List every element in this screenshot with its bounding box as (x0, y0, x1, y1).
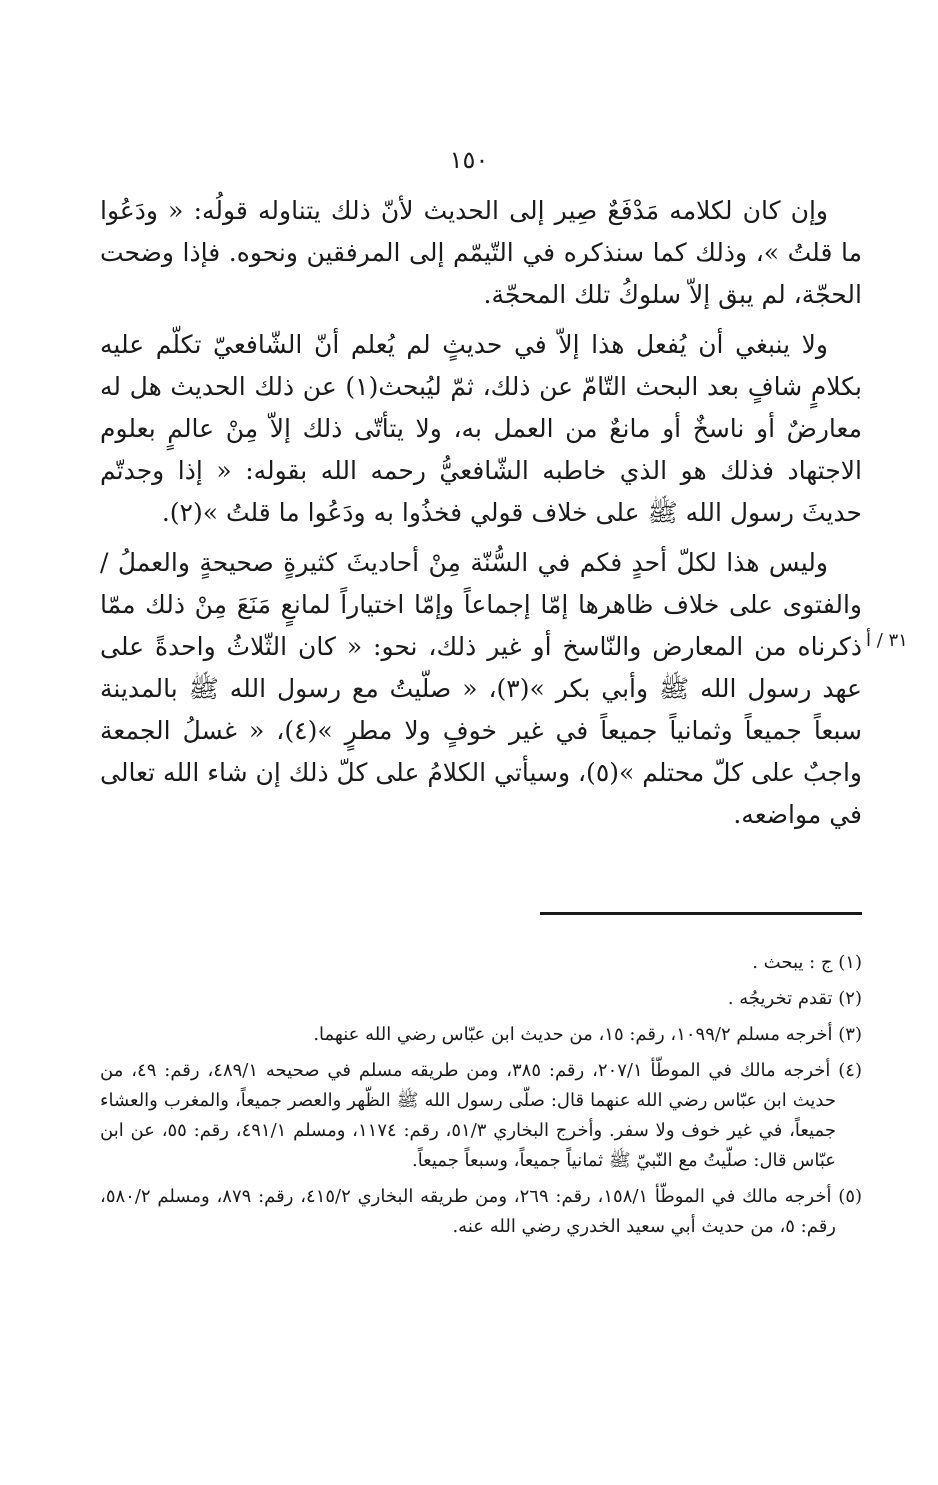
margin-folio-note: ٣١ / أ (866, 630, 908, 651)
footnote: (١) ج : يبحث . (752, 952, 862, 973)
footnote: (٤) أخرجه مالك في الموطّأ ٢٠٧/١، رقم: ٣٨٥، ومن طريقه مسلم في صحيحه ٤٨٩/١، رقم: ٤٩، من حديث ابن عبّاس رضي الله عنهما قال: صلّى رسول الله ﷺ الظّهر والعصر جميعاً، والمغرب والعشاء جميعاً، في غير خوف ولا سفر. وأخرج البخاري ٥١/٣، رقم: ١١٧٤، ومسلم ٤٩١/١، رقم: ٥٥، عن ابن عبّاس قال: صلّيتُ مع النّبيّ ﷺ ثمانياً جميعاً، وسبعاً جميعاً. (100, 1060, 862, 1171)
footnote: (٢) تقدم تخريجُه . (727, 988, 862, 1009)
footnote: (٣) أخرجه مسلم ١٠٩٩/٢، رقم: ١٥، من حديث ابن عبّاس رضي الله عنهما. (313, 1024, 862, 1045)
paragraph: وليس هذا لكلّ أحدٍ فكم في السُّنّة مِنْ أحاديثَ كثيرةٍ صحيحةٍ والعملُ / والفتوى على خلاف ظاهرها إمّا إجماعاً وإمّا اختياراً لمانعٍ مَنَعَ مِنْ ذلك ممّا ذكرناه من المعارض والنّاسخ أو غير ذلك، نحو: « كان الثّلاثُ واحدةً على عهد رسول الله ﷺ وأبي بكر »(٣)، « صلّيتُ مع رسول الله ﷺ بالمدينة سبعاً جميعاً وثمانياً جميعاً في غير خوفٍ ولا مطرٍ »(٤)، « غسلُ الجمعة واجبٌ على كلّ محتلم »(٥)، وسيأتي الكلامُ على كلّ ذلك إن شاء الله تعالى في مواضعه. (100, 548, 862, 829)
footnote: (٥) أخرجه مالك في الموطّأ ١٥٨/١، رقم: ٢٦٩، ومن طريقه البخاري ٤١٥/٢، رقم: ٨٧٩، ومسلم ٥٨٠/٢، رقم: ٥، من حديث أبي سعيد الخدري رضي الله عنه. (100, 1186, 863, 1237)
footnotes (100, 948, 862, 1248)
page-number: ١٥٠ (449, 146, 489, 174)
paragraph: ولا ينبغي أن يُفعل هذا إلاّ في حديثٍ لم يُعلم أنّ الشّافعيّ تكلّم عليه بكلامٍ شافٍ بعد البحث التّامّ عن ذلك، ثمّ ليُبحث(١) عن ذلك الحديث هل له معارضٌ أو ناسخٌ أو مانعٌ من العمل به، ولا يتأتّى ذلك إلاّ مِنْ عالمٍ بعلوم الاجتهاد فذلك هو الذي خاطبه الشّافعيُّ رحمه الله بقوله: « إذا وجدتّم حديثَ رسول الله ﷺ على خلاف قولي فخذُوا به ودَعُوا ما قلتُ »(٢). (100, 330, 862, 527)
paragraph: وإن كان لكلامه مَدْفَعٌ صِير إلى الحديث لأنّ ذلك يتناوله قولُه: « ودَعُوا ما قلتُ »، وذلك كما سنذكره في التّيمّم إلى المرفقين ونحوه. فإذا وضحت الحجّة، لم يبق إلاّ سلوكُ تلك المحجّة. (100, 196, 862, 309)
footnote-separator (540, 912, 862, 915)
main-text (100, 190, 862, 844)
